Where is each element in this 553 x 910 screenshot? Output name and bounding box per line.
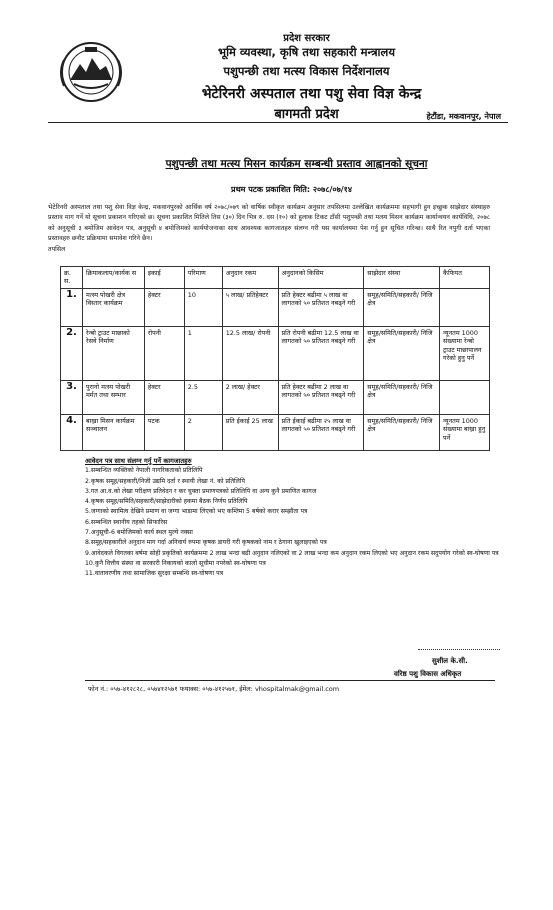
cell-activity: मत्स्य पोखरी क्षेत्र विस्तार कार्यक्रम <box>82 288 144 326</box>
document-item: 8.समूह/सहकारीले अनुदान माग गर्दा अनिवार्य रुपमा कृषक डायरी गरी कृषकको नाम र ठेगाना खुलाइएको पत्र <box>85 539 327 547</box>
cell-activity: रेन्बो ट्राउट माछाको रेसवे निर्माण <box>82 326 144 380</box>
cell-unit: पटक <box>144 414 184 450</box>
intro-text: भेटेरिनरी अस्पताल तथा पशु सेवा विज्ञ केन्द्र, मकवानपुरको आर्थिक वर्ष २०७८/०७९ को वार्षिक स्वीकृत कार्यक्रम अनुसार तपसिलमा उल्लेखित कार्यक्रममा सहभागी हुन इच्छुक साझेदार संस्थाहरु प्रस्ताव माग गर्ने यो सूचना प्रकाशन गरिएको छ। सूचना प्रकाशित मितिले तिस (३०) दिन भित्र रु. दस (१०) को हुलाक टिकट टाँसी पशुपन्छी तथा मत्स्य मिसन कार्यक्रम कार्यान्वयन कार्यविधि, २०७८ को अनुसूची ३ बमोजिम आवेदन पत्र, अनुसूची ४ बमोजिमको कार्ययोजनाका साथ आवश्यक कागजातहरु संलग्न गरी यस कार्यालयमा पेश गर्नु हुन सूचित गरिन्छ। साथै रित नपुगी दर्ता भएका प्रस्तावहरु छनौट प्रक्रियामा समावेश गरिने छैन। <box>48 204 490 243</box>
table-row <box>61 414 490 450</box>
cell-unit: रोपनी <box>144 326 184 380</box>
signature-line <box>418 649 500 650</box>
required-documents <box>85 456 505 580</box>
cell-grant-type: प्रति ईकाई बढीमा २५ लाख वा लागतको ५० प्रतिशत नबढ्ने गरी <box>278 414 364 450</box>
cell-amount: प्रति ईकाई 25 लाख <box>222 414 278 450</box>
cell-activity: पुरानो मत्स्य पोखरी मर्मत तथा सम्भार <box>82 380 144 414</box>
header-office-name: भेटेरिनरी अस्पताल तथा पशु सेवा विज्ञ केन्द्र <box>201 86 422 102</box>
footer-divider <box>85 680 495 681</box>
header-directorate: पशुपन्छी तथा मत्स्य विकास निर्देशनालय <box>223 64 390 78</box>
col-header-activity: क्रियाकलाप/कार्यक स <box>82 267 144 289</box>
table-row <box>61 380 490 414</box>
table-header-row <box>61 267 490 289</box>
document-item: 6.सम्बन्धित स्थानीय तहको सिफारिस <box>85 518 168 526</box>
cell-quantity: 1 <box>184 326 222 380</box>
col-header-quantity: परिमाण <box>184 267 222 289</box>
header-address: हेटौंडा, मकवानपुर, नेपाल <box>426 112 501 121</box>
cell-unit: हेक्टर <box>144 380 184 414</box>
document-item: 5.जग्गाको स्वामित्व देखिने प्रमाण वा जग्गा भाडामा लिएको भए कम्तिमा 5 बर्षको करार सम्झौता पत्र <box>85 508 308 516</box>
document-item: 2.कृषक समूह/सहकारी/निजी उद्यमि दर्ता र स्थायी लेखा नं. को प्रतिलिपि <box>85 477 245 485</box>
col-header-partner: साझेदार संस्था <box>364 267 440 289</box>
document-item: 4.कृषक समूह/समिति/सहकारी/साझेदारीको हकमा बैठक निर्णय प्रतिलिपि <box>85 498 248 506</box>
cell-amount: ५ लाख/ प्रतिहेक्टर <box>222 288 278 326</box>
cell-remark <box>440 288 490 326</box>
cell-quantity: 2.5 <box>184 380 222 414</box>
document-item: 7.अनुसूची-6 बमोजिमको कार्य स्थल मुल्ये नक्सा <box>85 529 193 537</box>
cell-activity: बाख्रा मिसन कार्यक्रम सञ्चालन <box>82 414 144 450</box>
col-header-grant-type: अनुदानको किसिम <box>278 267 364 289</box>
col-header-sn: क्र. स. <box>61 267 83 289</box>
cell-sn: 3. <box>61 380 83 414</box>
signatory-name: सुशील के.सी. <box>432 657 468 665</box>
cell-sn: 2. <box>61 326 83 380</box>
cell-remark: न्यूनतम 1000 संख्यामा रेन्बो ट्राउट माछापालन गरेको हुनु पर्ने <box>440 326 490 380</box>
document-item: 1.सम्बन्धित व्यक्तिको नेपाली नागरिकताको प्रतिलिपि <box>85 467 203 475</box>
publication-date: प्रथम पटक प्रकाशित मिति: २०७८/०७/१४ <box>231 185 352 194</box>
program-table <box>60 266 490 451</box>
header-province: बागमती प्रदेश <box>274 107 339 122</box>
notice-intro <box>48 203 490 255</box>
col-header-remarks: कैफियत <box>440 267 490 289</box>
header-divider <box>48 122 508 123</box>
cell-quantity: 2 <box>184 414 222 450</box>
cell-sn: 1. <box>61 288 83 326</box>
signatory-post: वरिष्ठ पशु विकास अधिकृत <box>394 670 462 678</box>
cell-partner: समूह/समिति/सहकारी/ निजि क्षेत्र <box>364 414 440 450</box>
table-row <box>61 326 490 380</box>
notice-title: पशुपन्छी तथा मत्स्य मिसन कार्यक्रम सम्बन्धी प्रस्ताव आह्वानको सूचना <box>165 158 428 170</box>
cell-quantity: 10 <box>184 288 222 326</box>
tapsil-label: तपसिल <box>48 245 66 253</box>
cell-grant-type: प्रति रोपनी बढीमा 12.5 लाख वा लागतको ५० प्रतिशत नबढ्ने गरी <box>278 326 364 380</box>
cell-partner: समूह/समिति/सहकारी/ निजि क्षेत्र <box>364 380 440 414</box>
cell-amount: 12.5 लाख/ रोपनी <box>222 326 278 380</box>
cell-remark: न्यूनतम 1000 संख्यामा बाख्रा हुनु पर्ने <box>440 414 490 450</box>
footer-contact: फोन नं.: ०५७-४१२८२८, ०५७४१२५७१ फयाक्स: ०५७-४१२५७१, ईमेल: vhospitalmak@gmail.com <box>88 685 340 693</box>
cell-partner: समूह/समिति/सहकारी/ निजि क्षेत्र <box>364 288 440 326</box>
header-ministry: भूमि व्यवस्था, कृषि तथा सहकारी मन्त्रालय <box>217 45 395 59</box>
document-item: 9.आवेदकले विगतका बर्षमा सोही प्रकृतिको कार्यक्रममा 2 लाख भन्दा बढी अनुदान नलिएको वा 2 लाख भन्दा कम अनुदान रकम लिएको भए अनुदान रकम सदुपयोग गरेको स्व-घोषणा पत्र <box>85 549 499 557</box>
cell-amount: 2 लाख/ हेक्टर <box>222 380 278 414</box>
cell-grant-type: प्रति हेक्टर बढीमा ५ लाख वा लागतको ५० प्रतिशत नबढ्ने गरी <box>278 288 364 326</box>
col-header-unit: इकाई <box>144 267 184 289</box>
col-header-grant-amount: अनुदान रकम <box>222 267 278 289</box>
cell-sn: 4. <box>61 414 83 450</box>
table-row <box>61 288 490 326</box>
cell-grant-type: प्रति हेक्टर बढीमा 2 लाख वा लागतको ५० प्रतिशत नबढ्ने गरी <box>278 380 364 414</box>
document-item: 3.गत आ.व.को लेखा परीक्षण प्रतिवेदन र कर चुक्ता प्रमाणपत्रको प्रतिलिपि वा अन्य कुनै प्रमाणित कागज <box>85 487 317 495</box>
cell-partner: समूह/समिति/सहकारी/ निजि क्षेत्र <box>364 326 440 380</box>
header-province-govt: प्रदेश सरकार <box>283 33 330 44</box>
document-item: 10.कुनै वित्तीय संस्था वा सरकारी निकायको कालो सूचीमा नपरेको स्व-घोषणा पत्र <box>85 559 266 567</box>
document-item: 11.वातावरणीय तथा सामाजिक सुरक्षा सम्बन्धि स्व-घोषणा पत्र <box>85 570 224 578</box>
cell-unit: हेक्टर <box>144 288 184 326</box>
documents-heading: आवेदन पत्र साथ संलग्न गर्नु पर्ने कागजातहरु <box>85 457 192 465</box>
cell-remark <box>440 380 490 414</box>
